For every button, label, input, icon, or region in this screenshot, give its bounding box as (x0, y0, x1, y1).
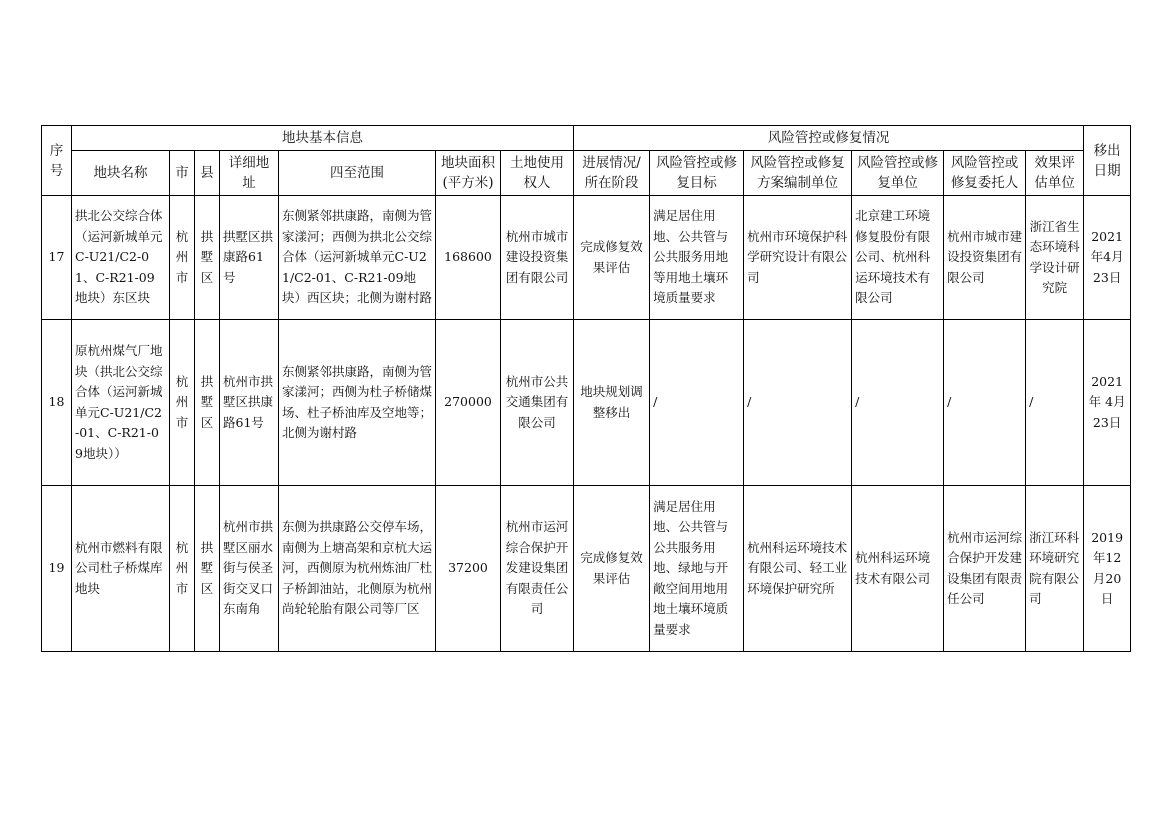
row-target: 满足居住用地、公共管与公共服务用地、绿地与开敞空间用地用地土壤环境质量要求 (650, 486, 744, 652)
row-client: 杭州市运河综合保护开发建设集团有限责任公司 (944, 486, 1026, 652)
row-bounds: 东侧为拱康路公交停车场，南侧为上塘高架和京杭大运河，西侧原为杭州炼油厂杜子桥卸油站，北侧原为杭州尚轮轮胎有限公司等厂区 (279, 486, 436, 652)
header-col-city: 市 (170, 151, 195, 196)
row-city: 杭州市 (170, 196, 195, 320)
row-area: 168600 (436, 196, 501, 320)
row-client: / (944, 320, 1026, 486)
header-col-eval-unit: 效果评估单位 (1026, 151, 1084, 196)
table-row (42, 196, 1131, 320)
row-name: 杭州市燃料有限公司杜子桥煤库地块 (72, 486, 170, 652)
row-target: / (650, 320, 744, 486)
header-col-target: 风险管控或修复目标 (650, 151, 744, 196)
header-group-basic: 地块基本信息 (72, 126, 574, 151)
row-owner: 杭州市城市建设投资集团有限公司 (501, 196, 574, 320)
row-county: 拱墅区 (195, 320, 220, 486)
row-client: 杭州市城市建设投资集团有限公司 (944, 196, 1026, 320)
row-seq: 17 (42, 196, 72, 320)
header-col-repair-unit: 风险管控或修复单位 (852, 151, 944, 196)
row-address: 杭州市拱墅区拱康路61号 (220, 320, 279, 486)
header-row-group (42, 126, 1131, 151)
header-col-area: 地块面积(平方米) (436, 151, 501, 196)
table-row (42, 320, 1131, 486)
header-col-client: 风险管控或修复委托人 (944, 151, 1026, 196)
row-progress: 地块规划调整移出 (574, 320, 650, 486)
header-col-progress: 进展情况/所在阶段 (574, 151, 650, 196)
header-col-address: 详细地址 (220, 151, 279, 196)
contaminated-land-table (41, 125, 1131, 652)
header-col-plan-unit: 风险管控或修复方案编制单位 (744, 151, 852, 196)
header-move-date: 移出日期 (1084, 126, 1131, 196)
row-address: 拱墅区拱康路61号 (220, 196, 279, 320)
row-repair-unit: 杭州科运环境技术有限公司 (852, 486, 944, 652)
row-eval-unit: 浙江环科环境研究院有限公司 (1026, 486, 1084, 652)
row-county: 拱墅区 (195, 486, 220, 652)
row-target: 满足居住用地、公共管与公共服务用地等用地土壤环境质量要求 (650, 196, 744, 320)
row-date: 2021年 4月23日 (1084, 320, 1131, 486)
row-bounds: 东侧紧邻拱康路，南侧为管家漾河；西侧为拱北公交综合体（运河新城单元C-U21/C2-01、C-R21-09地块）西区块；北侧为谢村路 (279, 196, 436, 320)
row-repair-unit: / (852, 320, 944, 486)
row-name: 原杭州煤气厂地块（拱北公交综合体（运河新城单元C-U21/C2-01、C-R21-09地块）） (72, 320, 170, 486)
row-address: 杭州市拱墅区丽水街与侯圣街交叉口东南角 (220, 486, 279, 652)
header-group-risk: 风险管控或修复情况 (574, 126, 1084, 151)
table-row (42, 486, 1131, 652)
row-seq: 18 (42, 320, 72, 486)
row-county: 拱墅区 (195, 196, 220, 320)
row-owner: 杭州市运河综合保护开发建设集团有限责任公司 (501, 486, 574, 652)
row-plan-unit: 杭州市环境保护科学研究设计有限公司 (744, 196, 852, 320)
header-seq: 序号 (42, 126, 72, 196)
row-date: 2021年4月23日 (1084, 196, 1131, 320)
header-col-county: 县 (195, 151, 220, 196)
row-progress: 完成修复效果评估 (574, 486, 650, 652)
header-col-owner: 土地使用权人 (501, 151, 574, 196)
row-repair-unit: 北京建工环境修复股份有限公司、杭州科运环境技术有限公司 (852, 196, 944, 320)
row-plan-unit: 杭州科运环境技术有限公司、轻工业环境保护研究所 (744, 486, 852, 652)
row-bounds: 东侧紧邻拱康路，南侧为管家漾河；西侧为杜子桥储煤场、杜子桥油库及空地等；北侧为谢村路 (279, 320, 436, 486)
row-city: 杭州市 (170, 486, 195, 652)
row-area: 270000 (436, 320, 501, 486)
row-name: 拱北公交综合体（运河新城单元C-U21/C2-01、C-R21-09地块）东区块 (72, 196, 170, 320)
header-col-name: 地块名称 (72, 151, 170, 196)
header-row-columns (42, 151, 1131, 196)
row-date: 2019年12月20日 (1084, 486, 1131, 652)
row-area: 37200 (436, 486, 501, 652)
row-plan-unit: / (744, 320, 852, 486)
row-city: 杭州市 (170, 320, 195, 486)
row-eval-unit: 浙江省生态环境科学设计研究院 (1026, 196, 1084, 320)
header-col-bounds: 四至范围 (279, 151, 436, 196)
row-eval-unit: / (1026, 320, 1084, 486)
row-seq: 19 (42, 486, 72, 652)
row-progress: 完成修复效果评估 (574, 196, 650, 320)
row-owner: 杭州市公共交通集团有限公司 (501, 320, 574, 486)
